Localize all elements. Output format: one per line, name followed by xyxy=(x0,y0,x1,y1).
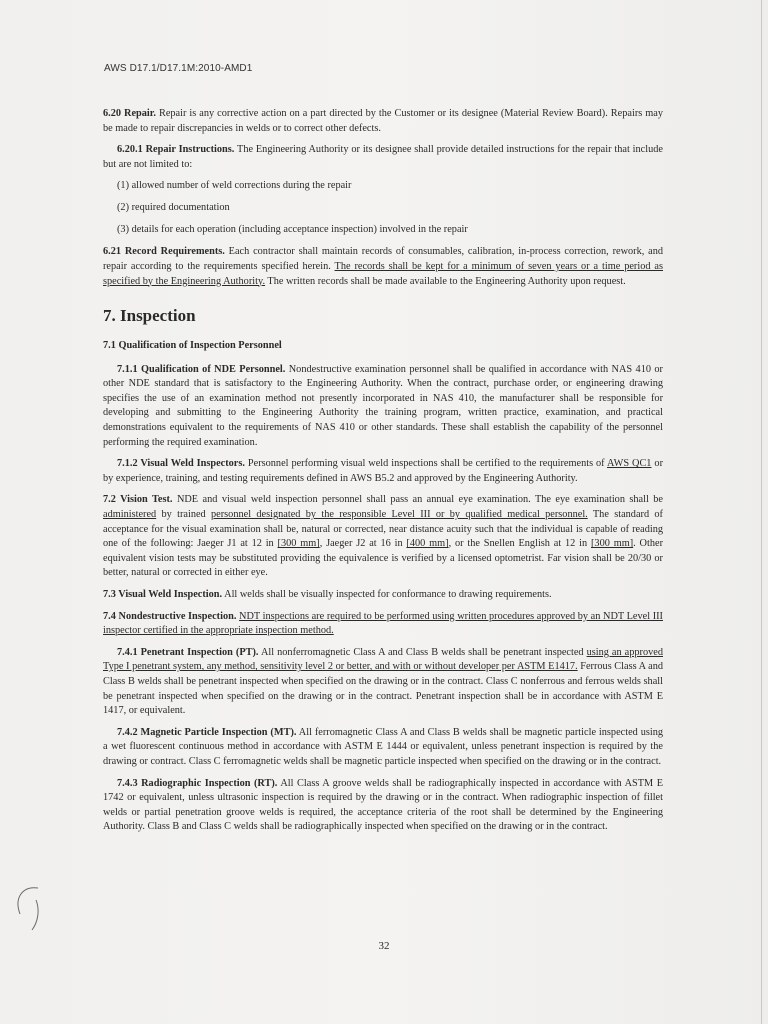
section-heading: 7.1 Qualification of Inspection Personnel xyxy=(103,340,282,352)
section-number: 7.4 Nondestructive Inspection. xyxy=(103,610,237,622)
amendment-text: personnel designated by the responsible Level III or by qualified medical personnel. xyxy=(211,509,588,521)
document-body xyxy=(103,107,663,842)
section-7-4-3: 7.4.3 Radiographic Inspection (RT). All Class A groove welds shall be radiographically inspected in accordance with ASTM E 1742 or equivalent, unless ultrasonic inspection is required by the drawing or in the contract. When radiographic inspection of fillet welds or partial penetration groove welds is required, the acceptance criteria of the root shall be determined by the Engineering Authority. Class B and Class C welds shall be radiographically inspected when specified on the drawing or in the contract. xyxy=(103,777,663,833)
amendment-text: using an approved Type I penetrant system, any method, sensitivity level 2 or better, and with or without developer per ASTM E1417. xyxy=(103,646,663,673)
section-number: 6.21 Record Requirements. xyxy=(103,246,225,258)
section-7-1-1: 7.1.1 Qualification of NDE Personnel. Nondestructive examination personnel shall be qualified in accordance with NAS 410 or other NDE standard that is satisfactory to the Engineering Authority. When the contract, purchase order, or engineering drawing specifies the use of an examination method not presently incorporated in NAS 410, the manufacturer shall be responsible for developing and submitting to the Engineering Authority the training program, written practice, examination, and practical demonstrations equivalent to the requirements of NAS 410 or other standards. These shall establish the capability of the personnel performing the required examination. xyxy=(103,363,663,448)
section-7-3: 7.3 Visual Weld Inspection. All welds shall be visually inspected for conformance to drawing requirements. xyxy=(103,589,552,601)
page-number: 32 xyxy=(378,940,390,952)
section-number: 6.20 Repair. xyxy=(103,108,156,119)
section-number: 7.4.3 Radiographic Inspection (RT). xyxy=(117,777,278,789)
list-item: (2) required documentation xyxy=(117,202,230,214)
section-number: 7.1.1 Qualification of NDE Personnel. xyxy=(117,363,286,375)
section-7-1-2: 7.1.2 Visual Weld Inspectors. Personnel performing visual weld inspections shall be certified to the requirements of AWS QC1 or by experience, training, and testing requirements defined in AWS B5.2 and approved by the Engineering Authority. xyxy=(103,458,663,484)
section-7-4-1: 7.4.1 Penetrant Inspection (PT). All nonferromagnetic Class A and Class B welds shall be penetrant inspected using an approved Type I penetrant system, any method, sensitivity level 2 or better, and with or without developer per ASTM E1417. Ferrous Class A and Class B welds shall be penetrant inspected when specified on the drawing or in the contract. Class C nonferrous and ferrous welds shall be penetrant inspected when specified on the drawing or in the contract. Penetrant inspection shall be in accordance with ASTM E 1417, or equivalent. xyxy=(103,646,663,717)
section-6-20-1: 6.20.1 Repair Instructions. The Engineering Authority or its designee shall provide detailed instructions for the repair that include but are not limited to: xyxy=(103,144,663,170)
amendment-text: administered xyxy=(103,509,157,521)
section-7-2: 7.2 Vision Test. NDE and visual weld inspection personnel shall pass an annual eye examination. The eye examination shall be administered by trained personnel designated by the responsible Level III or by qualified medical personnel. The standard of acceptance for the visual examination shall be, natural or corrected, near distance acuity such that the individual is capable of reading one of the following: Jaeger J1 at 12 in [300 mm], Jaeger J2 at 16 in [400 mm], or the Snellen English at 12 in [300 mm]. Other equivalent vision tests may be substituted providing the equivalence is verified by a licensed optometrist. Far vision shall be 20/30 or better, natural or corrected in either eye. xyxy=(103,494,663,579)
section-6-20: 6.20 Repair. Repair is any corrective action on a part directed by the Customer or its designee (Material Review Board). Repairs may be made to repair discrepancies in welds or to correct other defects. xyxy=(103,108,663,134)
amendment-text: The records shall be kept for a minimum of seven years or a time period as specified by the Engineering Authority. xyxy=(103,260,663,287)
section-number: 7.2 Vision Test. xyxy=(103,494,173,506)
section-number: 7.4.1 Penetrant Inspection (PT). xyxy=(117,646,259,658)
chapter-heading: 7. Inspection xyxy=(103,306,196,326)
amendment-text: NDT inspections are required to be performed using written procedures approved by an NDT Level III inspector certified in the appropriate inspection method. xyxy=(103,610,663,637)
amendment-text: [400 mm] xyxy=(406,538,449,550)
section-6-21: 6.21 Record Requirements. Each contractor shall maintain records of consumables, calibration, in-process correction, rework, and repair according to the requirements specified herein. The records shall be kept for a minimum of seven years or a time period as specified by the Engineering Authority. The written records shall be made available to the Engineering Authority upon request. xyxy=(103,246,663,287)
section-number: 6.20.1 Repair Instructions. xyxy=(117,144,235,156)
amendment-text: [300 mm] xyxy=(277,538,320,550)
section-number: 7.1.2 Visual Weld Inspectors. xyxy=(117,458,245,470)
section-7-4-2: 7.4.2 Magnetic Particle Inspection (MT). All ferromagnetic Class A and Class B welds shall be magnetic particle inspected using a wet fluorescent continuous method in accordance with ASTM E 1444 or equivalent, unless penetrant inspection is required by the drawing or contract. Class C ferromagnetic welds shall be magnetic particle inspected when specified on the drawing or in the contract. xyxy=(103,726,664,767)
page-edge xyxy=(761,0,762,1024)
scan-smudge-mark xyxy=(8,880,48,940)
section-7-4 xyxy=(103,610,663,639)
document-id-header: AWS D17.1/D17.1M:2010-AMD1 xyxy=(104,63,253,74)
amendment-text: AWS QC1 xyxy=(607,458,652,470)
amendment-text: [300 mm] xyxy=(591,538,634,550)
list-item: (1) allowed number of weld corrections during the repair xyxy=(117,180,352,192)
section-number: 7.4.2 Magnetic Particle Inspection (MT). xyxy=(117,726,297,738)
section-number: 7.3 Visual Weld Inspection. xyxy=(103,589,223,601)
list-item: (3) details for each operation (including acceptance inspection) involved in the repair xyxy=(117,224,468,236)
